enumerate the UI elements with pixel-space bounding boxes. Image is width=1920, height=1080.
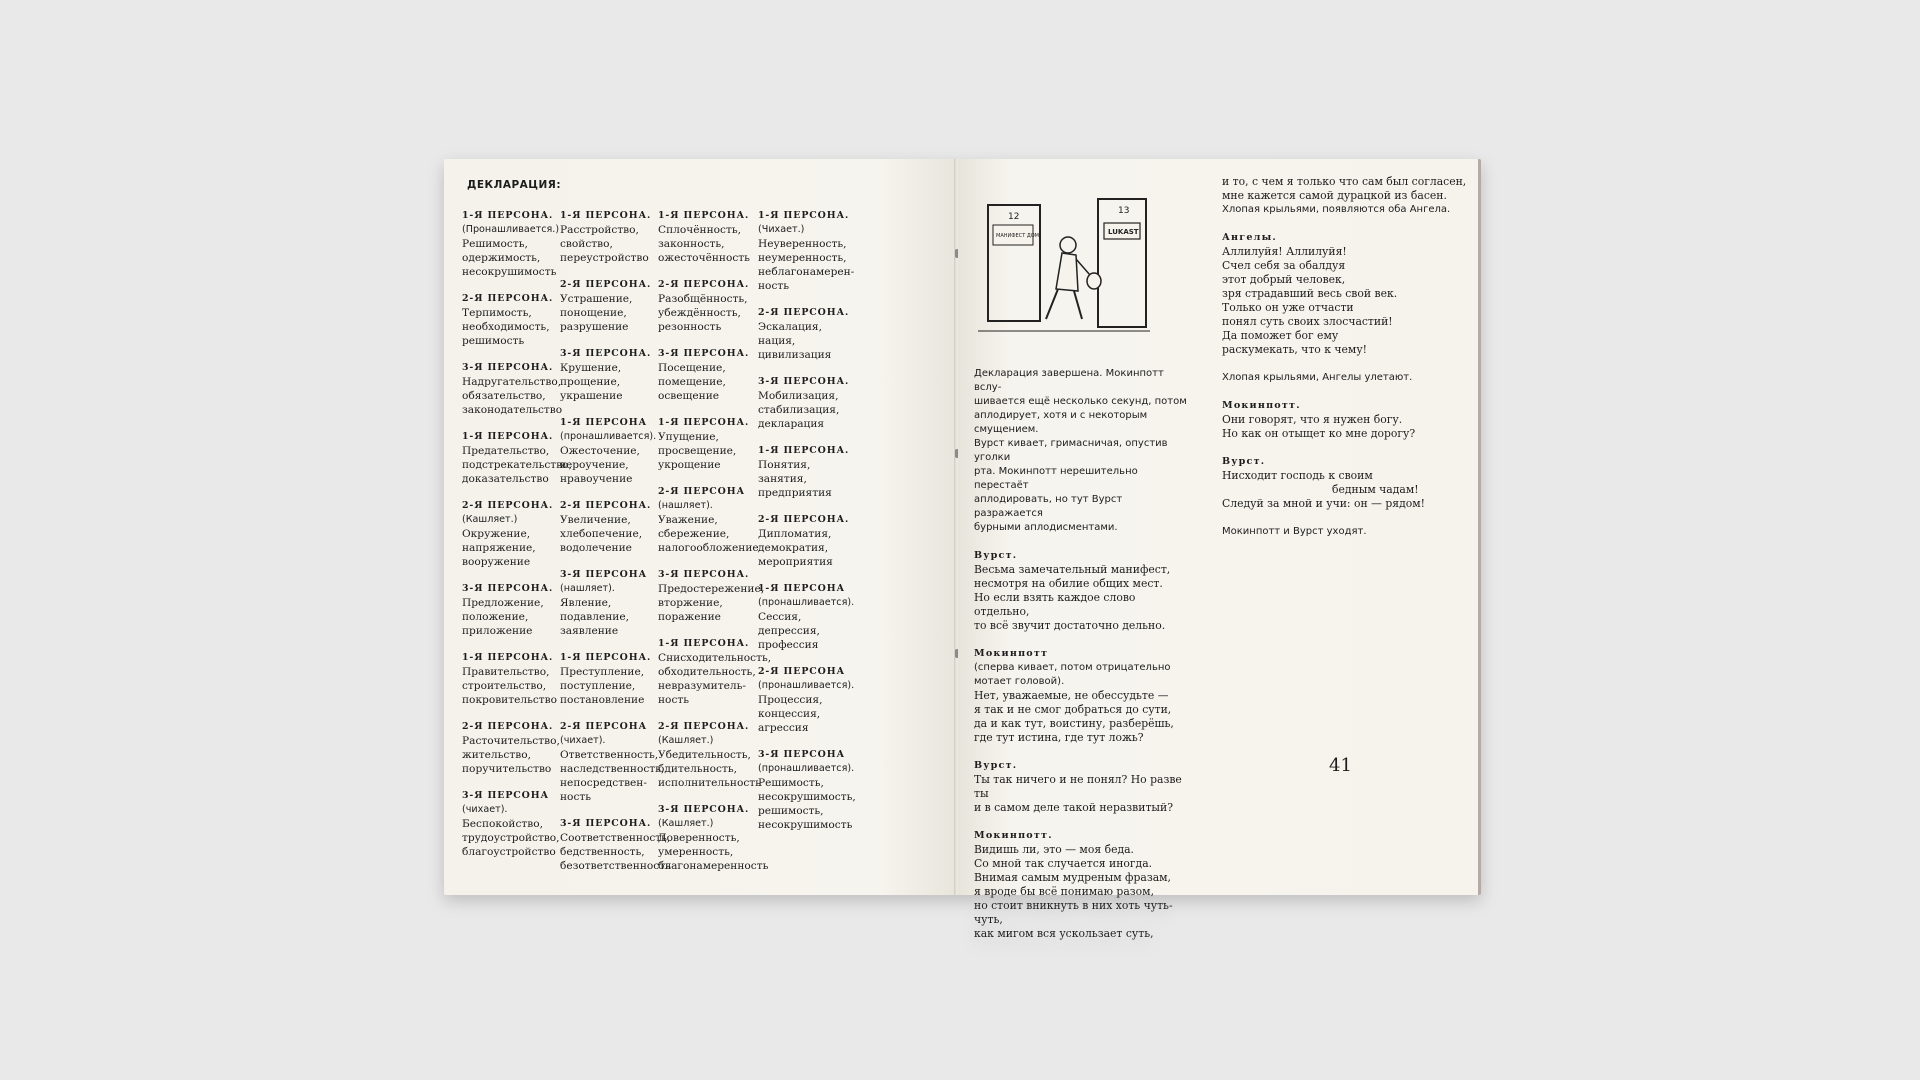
persona-words: Неуверенность, неумеренность, неблагонамерен- ность [758, 238, 855, 292]
persona-words: Решимость, одержимость, несокрушимость [462, 238, 557, 278]
persona-remark: (Кашляет.) [658, 735, 714, 746]
persona-heading: 1-Я ПЕРСОНА. [758, 210, 850, 221]
persona-heading: 3-Я ПЕРСОНА. [658, 348, 750, 359]
persona-entry [758, 513, 874, 569]
persona-remark: (чихает). [560, 735, 606, 746]
persona-heading: 1-Я ПЕРСОНА. [658, 638, 750, 649]
speaker-name: Вурст. [1222, 456, 1266, 467]
speaker-name: Мокинпотт [974, 648, 1049, 659]
speaker-name: Вурст. [974, 760, 1018, 771]
persona-heading: 1-Я ПЕРСОНА. [462, 652, 554, 663]
persona-remark: (пронашливается). [560, 431, 657, 442]
dialogue-line: Следуй за мной и учи: он — рядом! [1222, 497, 1425, 510]
persona-heading: 1-Я ПЕРСОНА. [758, 445, 850, 456]
persona-remark: (пронашливается). [758, 680, 855, 691]
dialogue-column-right [1222, 175, 1468, 539]
door-illustration [978, 197, 1150, 337]
persona-entry [758, 582, 874, 652]
persona-remark: (Кашляет.) [462, 514, 518, 525]
persona-heading: 3-Я ПЕРСОНА [560, 569, 648, 580]
persona-heading: 2-Я ПЕРСОНА. [560, 279, 652, 290]
persona-heading: 2-Я ПЕРСОНА. [462, 500, 554, 511]
persona-remark: (Чихает.) [758, 224, 805, 235]
persona-words: Правительство, строительство, покровительство [462, 666, 558, 706]
persona-words: Предательство, подстрекательство, доказательство [462, 445, 572, 485]
persona-words: Дипломатия, демократия, мероприятия [758, 528, 833, 568]
speaker-name: Мокинпотт. [1222, 400, 1301, 411]
persona-entry [658, 209, 774, 265]
dialogue-line: Нисходит господь к своим [1222, 469, 1373, 482]
persona-heading: 2-Я ПЕРСОНА. [462, 721, 554, 732]
persona-remark: (Кашляет.) [658, 818, 714, 829]
persona-heading: 3-Я ПЕРСОНА [758, 749, 846, 760]
persona-entry [658, 347, 774, 403]
persona-words: Предостережение, вторжение, поражение [658, 583, 765, 623]
persona-words: Мобилизация, стабилизация, декларация [758, 390, 840, 430]
right-page [958, 159, 1481, 940]
persona-words: Сессия, депрессия, профессия [758, 611, 820, 651]
persona-entry [758, 375, 874, 431]
persona-words: Упущение, просвещение, укрощение [658, 431, 737, 471]
persona-heading: 2-Я ПЕРСОНА [758, 666, 846, 677]
persona-words: Расточительство, жительство, поручительство [462, 735, 560, 775]
dialogue-text: Нет, уважаемые, не обессудьте — я так и не смог добраться до сути, да и как тут, воистину, разберёшь, где тут истина, где тут ложь? [974, 689, 1174, 744]
persona-words: Устрашение, понощение, разрушение [560, 293, 633, 333]
persona-heading: 1-Я ПЕРСОНА. [560, 210, 652, 221]
dialogue-text: Аллилуйя! Аллилуйя! Счел себя за обалдуя этот добрый человек, зря страдавший весь свой век. Только он уже отчасти понял суть своих злосчастий! Да поможет бог ему раскумекать, что к чему! [1222, 245, 1398, 356]
persona-heading: 2-Я ПЕРСОНА. [462, 293, 554, 304]
persona-words: Сплочённость, законность, ожесточённость [658, 224, 750, 264]
persona-words: Посещение, помещение, освещение [658, 362, 726, 402]
persona-entry [658, 637, 774, 707]
persona-words: Понятия, занятия, предприятия [758, 459, 832, 499]
stage-remark: (сперва кивает, потом отрицательно мотает головой). [974, 662, 1171, 687]
persona-heading: 1-Я ПЕРСОНА [560, 417, 648, 428]
persona-remark: (Пронашливается.) [462, 224, 560, 235]
persona-heading: 3-Я ПЕРСОНА. [560, 348, 652, 359]
persona-heading: 1-Я ПЕРСОНА [758, 583, 846, 594]
persona-entry [658, 568, 774, 624]
persona-words: Убедительность, бдительность, исполнительность [658, 749, 761, 789]
persona-remark: (пронашливается). [758, 597, 855, 608]
persona-words: Уважение, сбережение, налогообложение [658, 514, 759, 554]
persona-heading: 3-Я ПЕРСОНА. [658, 569, 750, 580]
persona-words: Решимость, несокрушимость, решимость, несокрушимость [758, 777, 856, 831]
persona-heading: 3-Я ПЕРСОНА. [658, 804, 750, 815]
dialogue-text: и то, с чем я только что сам был согласен, мне кажется самой дурацкой из басен. [1222, 175, 1467, 202]
stage-direction: Декларация завершена. Мокинпотт вслу- шивается ещё несколько секунд, потом аплодирует, хотя и с некоторым смущением. Вурст кивает, гримасничая, опустив уголки рта. Мокинпотт нерешительно перестаёт аплодировать, но тут Вурст разражается бурными аплодисментами. [974, 368, 1187, 533]
persona-words: Беспокойство, трудоустройство, благоустройство [462, 818, 560, 858]
persona-words: Процессия, концессия, агрессия [758, 694, 823, 734]
persona-remark: (чихает). [462, 804, 508, 815]
persona-words: Терпимость, необходимость, решимость [462, 307, 550, 347]
dialogue-column-middle [974, 367, 1194, 941]
persona-heading: 2-Я ПЕРСОНА. [658, 279, 750, 290]
persona-words: Явление, подавление, заявление [560, 597, 629, 637]
persona-entry [758, 306, 874, 362]
persona-heading: 3-Я ПЕРСОНА. [462, 362, 554, 373]
speaker-name: Вурст. [974, 550, 1018, 561]
persona-heading: 2-Я ПЕРСОНА. [758, 307, 850, 318]
persona-words: Надругательство, обязательство, законодательство [462, 376, 563, 416]
persona-words: Доверенность, умеренность, благонамеренность [658, 832, 769, 872]
svg-text:МАНИФЕСТ ДОМ: МАНИФЕСТ ДОМ [996, 233, 1039, 239]
dialogue-text: Ты так ничего и не понял? Но разве ты и в самом деле такой неразвитый? [974, 773, 1182, 814]
dialogue-text: Видишь ли, это — моя беда. Со мной так случается иногда. Внимая самым мудреным фразам, я вроде бы всё понимаю разом, но стоит вникнуть в них хоть чуть-чуть, как мигом вся ускользает суть, [974, 843, 1173, 940]
persona-heading: 1-Я ПЕРСОНА. [658, 210, 750, 221]
persona-heading: 2-Я ПЕРСОНА [658, 486, 746, 497]
persona-remark: (нашляет). [658, 500, 713, 511]
persona-words: Ожесточение, вероучение, нравоучение [560, 445, 640, 485]
persona-heading: 2-Я ПЕРСОНА. [758, 514, 850, 525]
speaker-name: Мокинпотт. [974, 830, 1053, 841]
persona-entry [658, 278, 774, 334]
dialogue-text: Они говорят, что я нужен богу. Но как он отыщет ко мне дорогу? [1222, 413, 1416, 440]
persona-words: Преступление, поступление, постановление [560, 666, 645, 706]
dialogue-text: Весьма замечательный манифест, несмотря на обилие общих мест. Но если взять каждое слово отдельно, то всё звучит достаточно дельно. [974, 563, 1171, 632]
persona-words: Расстройство, свойство, переустройство [560, 224, 649, 264]
persona-entry [658, 485, 774, 555]
persona-heading: 3-Я ПЕРСОНА. [462, 583, 554, 594]
declaration-column-4 [758, 209, 874, 845]
persona-words: Предложение, положение, приложение [462, 597, 544, 637]
declaration-column-3 [658, 209, 774, 886]
persona-heading: 1-Я ПЕРСОНА. [462, 210, 554, 221]
persona-heading: 3-Я ПЕРСОНА [462, 790, 550, 801]
persona-heading: 3-Я ПЕРСОНА. [560, 818, 652, 829]
persona-entry [758, 748, 874, 832]
persona-words: Соответственность, бедственность, безответственность [560, 832, 671, 872]
persona-heading: 3-Я ПЕРСОНА. [758, 376, 850, 387]
persona-words: Крушение, прощение, украшение [560, 362, 623, 402]
stage-direction: Хлопая крыльями, Ангелы улетают. [1222, 372, 1413, 383]
page-number: 41 [1329, 755, 1352, 776]
svg-text:12: 12 [1008, 212, 1020, 222]
persona-words: Увеличение, хлебопечение, водолечение [560, 514, 643, 554]
persona-entry [758, 444, 874, 500]
persona-words: Снисходительность, обходительность, невразумитель- ность [658, 652, 772, 706]
persona-remark: (нашляет). [560, 583, 615, 594]
persona-words: Разобщённость, убеждённость, резонность [658, 293, 748, 333]
svg-text:LUKAST: LUKAST [1108, 228, 1139, 236]
persona-heading: 2-Я ПЕРСОНА. [658, 721, 750, 732]
persona-entry [658, 803, 774, 873]
stage-direction: Мокинпотт и Вурст уходят. [1222, 526, 1367, 537]
persona-heading: 1-Я ПЕРСОНА. [658, 417, 750, 428]
svg-text:13: 13 [1118, 206, 1130, 216]
left-page [444, 159, 956, 895]
persona-entry [758, 665, 874, 735]
persona-heading: 1-Я ПЕРСОНА. [560, 652, 652, 663]
speaker-name: Ангелы. [1222, 232, 1277, 243]
persona-entry [758, 209, 874, 293]
open-booklet [444, 159, 1478, 940]
stage-direction: Хлопая крыльями, появляются оба Ангела. [1222, 204, 1451, 215]
declaration-title: ДЕКЛАРАЦИЯ: [467, 179, 562, 191]
persona-words: Ответственность, наследственность, непосредствен- ность [560, 749, 665, 803]
persona-entry [658, 416, 774, 472]
persona-heading: 2-Я ПЕРСОНА [560, 721, 648, 732]
dialogue-line: бедным чадам! [1332, 483, 1419, 496]
persona-words: Эскалация, нация, цивилизация [758, 321, 832, 361]
persona-remark: (пронашливается). [758, 763, 855, 774]
persona-entry [658, 720, 774, 790]
persona-heading: 2-Я ПЕРСОНА. [560, 500, 652, 511]
persona-heading: 1-Я ПЕРСОНА. [462, 431, 554, 442]
persona-words: Окружение, напряжение, вооружение [462, 528, 536, 568]
